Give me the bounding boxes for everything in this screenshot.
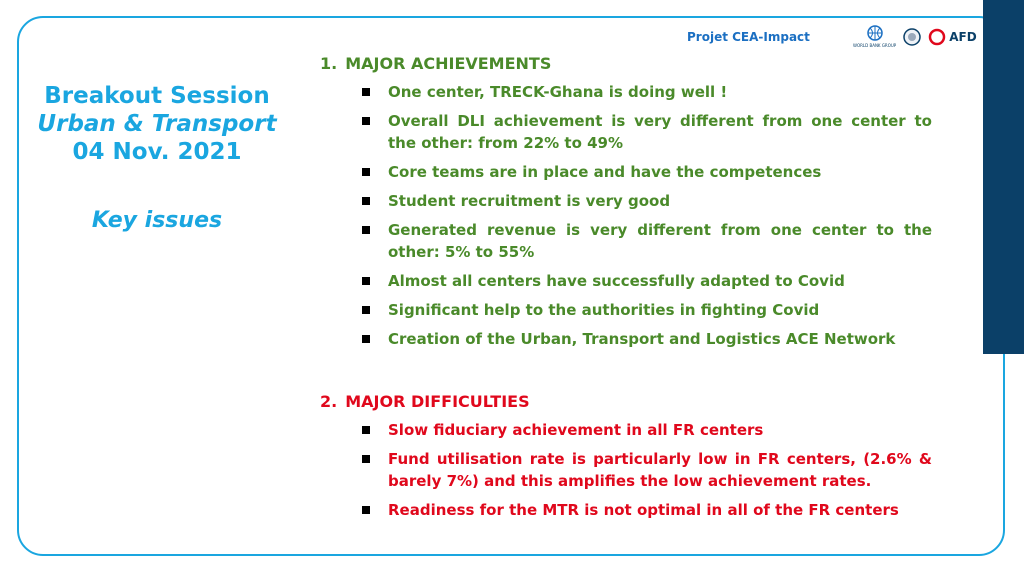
- emblem-logo: [902, 27, 922, 47]
- session-title-line1: Breakout Session: [44, 83, 270, 109]
- bullet-icon: [362, 506, 370, 514]
- list-item: [320, 328, 932, 350]
- difficulties-list: [320, 419, 932, 521]
- bullet-icon: [362, 426, 370, 434]
- list-item-text: Core teams are in place and have the competences: [388, 163, 822, 181]
- achievements-number: 1.: [320, 54, 338, 73]
- list-item-text: Fund utilisation rate is particularly low in FR centers, (2.6% & barely 7%) and this amplifies the low achievement rates.: [388, 450, 932, 490]
- list-item: [320, 161, 932, 183]
- afd-logo: [928, 28, 976, 46]
- world-bank-logo-text: WORLD BANK GROUP: [853, 43, 897, 48]
- achievements-title: MAJOR ACHIEVEMENTS: [345, 54, 552, 73]
- achievements-section: [320, 54, 932, 350]
- difficulties-number: 2.: [320, 392, 338, 411]
- accent-bar: [983, 0, 1024, 354]
- difficulties-heading: [320, 392, 932, 411]
- project-label: Projet CEA-Impact: [687, 30, 810, 44]
- partner-logos: [853, 25, 977, 48]
- achievements-heading: [320, 54, 932, 73]
- afd-ring-icon: [928, 28, 946, 46]
- bullet-icon: [362, 335, 370, 343]
- list-item: [320, 419, 932, 441]
- list-item-text: Significant help to the authorities in fighting Covid: [388, 301, 820, 319]
- bullet-icon: [362, 117, 370, 125]
- list-item-text: Overall DLI achievement is very different from one center to the other: from 22% to 49%: [388, 112, 932, 152]
- list-item-text: Creation of the Urban, Transport and Logistics ACE Network: [388, 330, 896, 348]
- bullet-icon: [362, 168, 370, 176]
- key-issues-heading: Key issues: [91, 208, 223, 233]
- bullet-icon: [362, 226, 370, 234]
- globe-icon: [864, 25, 886, 43]
- world-bank-logo: [853, 25, 896, 48]
- list-item-text: Slow fiduciary achievement in all FR centers: [388, 421, 764, 439]
- list-item: [320, 219, 932, 263]
- session-date: 04 Nov. 2021: [72, 139, 242, 165]
- list-item: [320, 448, 932, 492]
- list-item-text: Almost all centers have successfully adapted to Covid: [388, 272, 845, 290]
- session-title-line2: Urban & Transport: [37, 111, 277, 137]
- list-item: [320, 499, 932, 521]
- emblem-icon: [902, 27, 922, 47]
- bullet-icon: [362, 277, 370, 285]
- difficulties-section: [320, 392, 932, 521]
- bullet-icon: [362, 455, 370, 463]
- bullet-icon: [362, 306, 370, 314]
- list-item-text: Readiness for the MTR is not optimal in all of the FR centers: [388, 501, 899, 519]
- bullet-icon: [362, 88, 370, 96]
- list-item: [320, 110, 932, 154]
- bullet-icon: [362, 197, 370, 205]
- list-item: [320, 299, 932, 321]
- achievements-list: [320, 81, 932, 350]
- difficulties-title: MAJOR DIFFICULTIES: [345, 392, 530, 411]
- list-item: [320, 81, 932, 103]
- list-item-text: Generated revenue is very different from one center to the other: 5% to 55%: [388, 221, 932, 261]
- list-item: [320, 270, 932, 292]
- list-item: [320, 190, 932, 212]
- afd-logo-text: AFD: [949, 29, 977, 44]
- list-item-text: One center, TRECK-Ghana is doing well !: [388, 83, 728, 101]
- session-title: [22, 82, 292, 166]
- list-item-text: Student recruitment is very good: [388, 192, 671, 210]
